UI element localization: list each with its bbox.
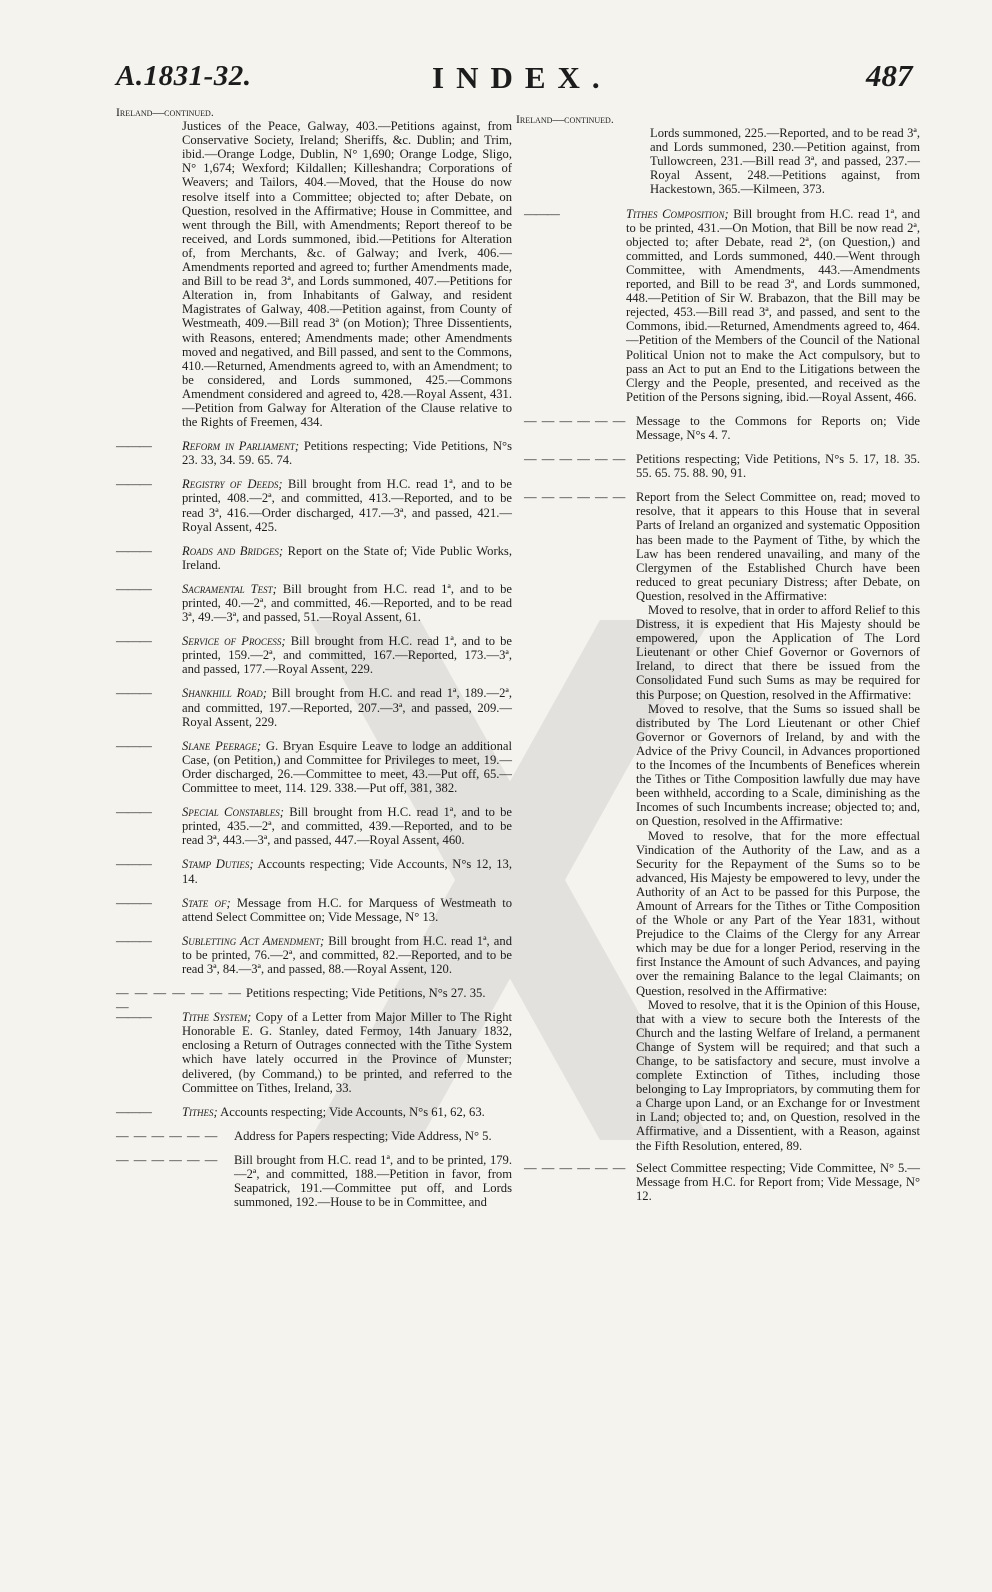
index-subentry: — — — — — — — — Petitions respecting; Vide Petitions, N°s 27. 35. — [116, 986, 486, 1015]
index-entry: ——— Tithe System; Copy of a Letter from Major Miller to The Right Honorable E. G. Stanley, dated Fermoy, 14th January 1832, enclosing a Return of Outrages connected with the Tithe System which have lately occurred in the Province of Munster; delivered, (by Command,) to be printed, and referred to the Committee on Tithes, Ireland, 33. — [116, 1010, 512, 1095]
entry-heading: Roads and Bridges; — [182, 543, 284, 558]
left-entries-2 — [116, 1010, 512, 1119]
entry-heading: Shankhill Road; — [182, 686, 267, 701]
entry-text: Accounts respecting; Vide Accounts, N°s 12, 13, 14. — [182, 857, 512, 886]
entry-text: Bill brought from H.C. read 1ª, and to be printed, 435.—2ª, and committed, 439.—Reported, and to be read 3ª, 443.—3ª, and passed, 447.—Royal Assent, 460. — [182, 805, 513, 848]
index-entry: ——— Shankhill Road; Bill brought from H.C. and read 1ª, 189.—2ª, and committed, 197.—Reported, 207.—3ª, and passed, 209.—Royal Assent, 229. — [116, 686, 512, 729]
entry-text: Bill brought from H.C. read 1ª, and to be printed, 76.—2ª, and committed, 82.—Reported, and to be read 3ª, 84.—3ª, and passed, 88.—Royal Assent, 120. — [182, 933, 512, 976]
index-entry: ——— Roads and Bridges; Report on the State of; Vide Public Works, Ireland. — [116, 543, 512, 572]
index-entry: ——— Sacramental Test; Bill brought from H.C. read 1ª, and to be printed, 40.—2ª, and committed, 46.—Reported, and to be read 3ª, 49.—3ª, and passed, 51.—Royal Assent, 61. — [116, 581, 512, 625]
page-title: INDEX. — [432, 60, 612, 95]
index-entry: ——— Tithes; Accounts respecting; Vide Accounts, N°s 61, 62, 63. — [116, 1104, 485, 1119]
index-subentry: — — — — — — Petitions respecting; Vide Petitions, N°s 5. 17, 18. 35. 55. 65. 75. 88. 90, 91. — [524, 452, 920, 481]
subentry-text: Select Committee respecting; Vide Committee, N° 5.—Message from H.C. for Report from; Vide Message, N° 12. — [636, 1160, 920, 1203]
entry-heading: Special Constables; — [182, 805, 284, 820]
index-entry: ——— Reform in Parliament; Petitions respecting; Vide Petitions, N°s 23. 33, 34. 59. 65. 74. — [116, 439, 512, 468]
entry-text: Accounts respecting; Vide Accounts, N°s 61, 62, 63. — [217, 1104, 485, 1119]
index-entry: ——— Subletting Act Amendment; Bill brought from H.C. read 1ª, and to be printed, 76.—2ª, and committed, 82.—Reported, and to be read 3ª, 84.—3ª, and passed, 88.—Royal Assent, 120. — [116, 933, 512, 976]
subentry-text: Petitions respecting; Vide Petitions, N°s 5. 17, 18. 35. 55. 65. 75. 88. 90, 91. — [636, 452, 920, 481]
resolution-paragraph: Moved to resolve, that for the more effectual Vindication of the Authority of the Law, and as a Security for the Repayment of the Sums so to be advanced, His Majesty be empowered to levy, under the Authority of an Act to be passed for this Purpose, the Amount of Arrears for the Tithes or Tithe Composition of the Whole or any Part of the Year 1831, without Prejudice to the Claims of the Clergy for any Arrear which may be due for a longer Period, reserving in the first Instance the Amount of such Advances, and paying over the remaining Balance to the legal Claimants; on Question, resolved in the Affirmative: — [636, 828, 920, 998]
left-column — [116, 105, 512, 1219]
index-subentry: — — — — — — Bill brought from H.C. read 1ª, and to be printed, 179.—2ª, and committed, 188.—Petition in favor, from Seapatrick, 191.—Committee put off, and Lords summoned, 192.—House to be in Committee, and — [116, 1152, 512, 1210]
page-header — [0, 52, 992, 102]
index-subentry: — — — — — — Message to the Commons for Reports on; Vide Message, N°s 4. 7. — [524, 413, 920, 442]
subentry-text: Petitions respecting; Vide Petitions, N°s 27. 35. — [246, 986, 486, 1001]
entry-heading: Sacramental Test; — [182, 581, 277, 596]
continued-heading: Ireland—continued. — [516, 112, 614, 126]
index-subentry: — — — — — — Report from the Select Committee on, read; moved to resolve, that it appears to this House that in several Parts of Ireland an organized and systematic Opposition has been made to the Payment of Tithe, by which the Law has been rendered unavailing, and many of the Clergymen of the Established Church have been reduced to great pecuniary Distress; after Debate, on Question, resolved in the Affirmative: — [524, 490, 920, 603]
entry-heading: Stamp Duties; — [182, 857, 254, 872]
index-entry: ——— Service of Process; Bill brought from H.C. read 1ª, and to be printed, 159.—2ª, and committed, 167.—Reported, 173.—3ª, and passed, 177.—Royal Assent, 229. — [116, 634, 512, 677]
entry-heading: Tithes Composition; — [626, 206, 729, 221]
ireland-intro-text: Lords summoned, 225.—Reported, and to be read 3ª, and Lords summoned, 230.—Petition against, from Tullowcreen, 231.—Bill read 3ª, and passed, 237.—Royal Assent, 248.—Petitions against, from Hackestown, 365.—Kilmeen, 373. — [650, 126, 920, 197]
resolution-paragraph: Moved to resolve, that it is the Opinion of this House, that with a view to secure both the Interests of the Church and the lasting Welfare of Ireland, a permanent Change of System will be required; and that such a Change, to be satisfactory and secure, must involve a complete Extinction of Tithes, including those belonging to Lay Impropriators, by commuting them for a Charge upon Land, or an Exchange for or Investment in Land; objected to; and, on Question, resolved in the Affirmative, and a Dissentient, with a Reason, against the Fifth Resolution, entered, 89. — [636, 997, 921, 1153]
entry-heading: Tithes; — [182, 1104, 218, 1119]
index-entry: ——— State of; Message from H.C. for Marquess of Westmeath to attend Select Committee on; Vide Message, N° 13. — [116, 895, 513, 924]
entry-text: Bill brought from H.C. read 1ª, and to be printed, 408.—2ª, and committed, 413.—Reported, and to be read 3ª, 416.—Order discharged, 417.—3ª, and passed, 421.—Royal Assent, 425. — [182, 477, 512, 534]
entry-text: Bill brought from H.C. read 1ª, and to be printed, 40.—2ª, and committed, 46.—Reported, and to be read 3ª, 49.—3ª, and passed, 51.—Royal Assent, 61. — [182, 581, 512, 625]
entry-text: Copy of a Letter from Major Miller to The Right Honorable E. G. Stanley, dated Fermoy, 14th January 1832, enclosing a Return of Outrages connected with the Tithe System which have lately occurred in the Province of Munster; delivered, (by Command,) to be printed, and referred to the Committee on Tithes, Ireland, 33. — [182, 1010, 512, 1095]
entry-heading: Registry of Deeds; — [182, 477, 283, 492]
page-number: 487 — [866, 58, 913, 93]
index-entry: ——— Tithes Composition; Bill brought from H.C. read 1ª, and to be printed, 431.—On Motion, that Bill be now read 2ª, objected to; after Debate, read 2ª, (on Question,) and committed, and Lords summoned, 440.—Went through Committee, with Amendments, 443.—Amendments reported, and Bill to be read 3ª, and Lords summoned, 448.—Petition of Sir W. Brabazon, that the Bill may be rejected, 453.—Bill read 3ª, and passed, and sent to the Commons, ibid.—Returned, Amendments agreed to, 464.—Petition of the Members of the Council of the National Political Union not to make the Act compulsory, but to pass an Act to put an End to the Litigations between the Clergy and the People, presented, and received as the Petition of the Persons signing, ibid.—Royal Assent, 466. — [524, 206, 920, 404]
index-entry: ——— Stamp Duties; Accounts respecting; Vide Accounts, N°s 12, 13, 14. — [116, 857, 512, 886]
entry-heading: Service of Process; — [182, 634, 286, 649]
entry-heading: Subletting Act Amendment; — [182, 933, 325, 948]
entry-text: Bill brought from H.C. read 1ª, and to be printed, 431.—On Motion, that Bill be now read 2ª, objected to; after Debate, read 2ª, (on Question,) and committed, and Lords summoned, 440.—Went through Committee, with Amendments, 443.—Amendments reported, and Bill to be read 3ª, and Lords summoned, 448.—Petition of Sir W. Brabazon, that the Bill may be rejected, 453.—Bill read 3ª, and passed, and sent to the Commons, ibid.—Returned, Amendments agreed to, 464.—Petition of the Members of the Council of the National Political Union not to make the Act compulsory, but to pass an Act to put an End to the Litigations between the Clergy and the People, presented, and received as the Petition of the Persons signing, ibid.—Royal Assent, 466. — [626, 206, 920, 404]
index-entry: ——— Registry of Deeds; Bill brought from H.C. read 1ª, and to be printed, 408.—2ª, and committed, 413.—Reported, and to be read 3ª, 416.—Order discharged, 417.—3ª, and passed, 421.—Royal Assent, 425. — [116, 477, 512, 534]
resolution-paragraph: Moved to resolve, that the Sums so issued shall be distributed by The Lord Lieutenant or other Chief Governor or Governors of Ireland, by and with the Advice of the Privy Council, in Advances proportioned to the Incomes of the Incumbents of Benefices wherein the Tithes or Tithe Composition lawfully due may have been withheld, according to a Scale, diminishing as the Incomes of such Incumbents increase; objected to; and, on Question, resolved in the Affirmative: — [636, 701, 920, 829]
entry-heading: Slane Peerage; — [182, 738, 262, 753]
entry-text: Report on the State of; Vide Public Works, Ireland. — [182, 543, 512, 572]
report-text: Report from the Select Committee on, read; moved to resolve, that it appears to this House that in several Parts of Ireland an organized and systematic Opposition has been made to the Payment of Tithe, by which the Law has been rendered unavailing, and many of the Clergymen of the Established Church have been reduced to great pecuniary Distress; after Debate, on Question, resolved in the Affirmative: — [636, 490, 920, 603]
right-column — [516, 112, 921, 1213]
ireland-intro-text: Justices of the Peace, Galway, 403.—Petitions against, from Conservative Society, Ireland; Sheriffs, &c. Dublin; and Trim, ibid.—Orange Lodge, Dublin, N° 1,690; Orange Lodge, Sligo, N° 1,674; Wexford; Kildallen; Killeshandra; Corporations of Weavers; and Tailors, 404.—Moved, that the House do now resolve itself into a Committee; objected to; after Debate, on Question, resolved in the Affirmative; House in Committee, and went through the Bill, with Amendments; Report thereof to be received, and Lords summoned, ibid.—Petitions for Alteration of, from Merchants, &c. of Galway; and Iverk, 406.—Amendments reported and agreed to; further Amendments made, and Bill to be read 3ª, and Lords summoned, 407.—Petitions for Alteration in, from Inhabitants of Galway, and resident Magistrates of Galway, 408.—Petition against, from County of Westmeath, 409.—Bill read 3ª (on Motion); Three Dissentients, with Reasons, entered; Amendments made; other Amendments moved and negatived, and Bill passed, and sent to the Commons, 410.—Returned, Amendments agreed to, with an Amendment; to be considered, and Lords summoned, 425.—Commons Amendment considered and agreed to, 428.—Royal Assent, 431.—Petition from Galway for Alteration of the Clause relative to the Rights of Freemen, 434. — [182, 119, 512, 430]
subentry-text: Address for Papers respecting; Vide Address, N° 5. — [234, 1128, 492, 1143]
index-subentry: — — — — — — Address for Papers respecting; Vide Address, N° 5. — [116, 1128, 492, 1143]
entry-heading: Tithe System; — [182, 1010, 252, 1025]
index-entry: ——— Special Constables; Bill brought from H.C. read 1ª, and to be printed, 435.—2ª, and committed, 439.—Reported, and to be read 3ª, 443.—3ª, and passed, 447.—Royal Assent, 460. — [116, 805, 513, 848]
subentry-text: Bill brought from H.C. read 1ª, and to be printed, 179.—2ª, and committed, 188.—Petition in favor, from Seapatrick, 191.—Committee put off, and Lords summoned, 192.—House to be in Committee, and — [234, 1152, 512, 1210]
continued-heading: Ireland—continued. — [116, 105, 214, 119]
entry-heading: State of; — [182, 895, 231, 910]
entry-text: Bill brought from H.C. read 1ª, and to be printed, 159.—2ª, and committed, 167.—Reported, 173.—3ª, and passed, 177.—Royal Assent, 229. — [182, 634, 512, 677]
entry-heading: Reform in Parliament; — [182, 439, 300, 454]
resolution-paragraph: Moved to resolve, that in order to afford Relief to this Distress, it is expedient that His Majesty should be empowered, upon the Application of The Lord Lieutenant or other Chief Governor or Governors of Ireland, to direct that there be issued from the Consolidated Fund such Sums as may be required for this Purpose; on Question, resolved in the Affirmative: — [636, 603, 920, 702]
entry-text: G. Bryan Esquire Leave to lodge an additional Case, (on Petition,) and Committee for Privileges to meet, 19.—Order discharged, 26.—Committee to meet, 43.—Put off, 65.—Committee to meet, 114. 129. 338.—Put off, 381, 382. — [182, 738, 512, 796]
entry-text: Message from H.C. for Marquess of Westmeath to attend Select Committee on; Vide Message, N° 13. — [182, 895, 513, 924]
year-label: A.1831-32. — [116, 60, 252, 92]
entry-text: Bill brought from H.C. and read 1ª, 189.—2ª, and committed, 197.—Reported, 207.—3ª, and passed, 209.—Royal Assent, 229. — [182, 686, 512, 729]
index-subentry: — — — — — — Select Committee respecting; Vide Committee, N° 5.—Message from H.C. for Report from; Vide Message, N° 12. — [524, 1160, 920, 1203]
left-entries — [116, 439, 512, 976]
subentry-text: Message to the Commons for Reports on; Vide Message, N°s 4. 7. — [636, 413, 920, 442]
entry-text: Petitions respecting; Vide Petitions, N°s 23. 33, 34. 59. 65. 74. — [182, 439, 512, 468]
index-entry: ——— Slane Peerage; G. Bryan Esquire Leave to lodge an additional Case, (on Petition,) and Committee for Privileges to meet, 19.—Order discharged, 26.—Committee to meet, 43.—Put off, 65.—Committee to meet, 114. 129. 338.—Put off, 381, 382. — [116, 738, 512, 796]
